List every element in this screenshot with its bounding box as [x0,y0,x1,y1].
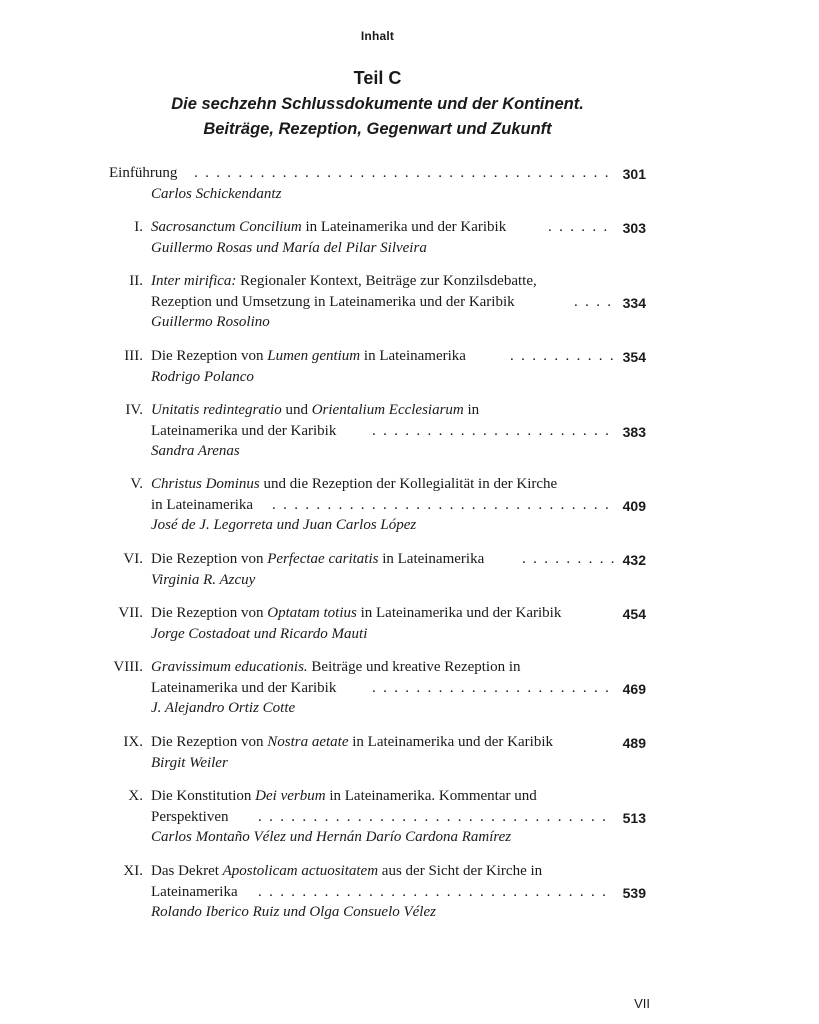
toc-entry-10[interactable] [0,786,819,848]
page-number: 409 [622,497,646,514]
entry-numeral: VII. [118,605,143,621]
entry-title-line-2: in Lateinamerika [151,496,254,513]
dot-leader [194,163,614,184]
entry-title-line-2: Perspektiven [151,808,229,825]
entry-numeral: X. [128,788,143,804]
dot-leader [372,678,614,699]
entry-author: Carlos Schickendantz [151,185,282,202]
entry-numeral: I. [134,219,143,235]
page-number: 513 [622,809,646,826]
entry-title: Die Konstitution Dei verbum in Lateinamerika. Kommentar und [151,788,537,804]
entry-numeral: XI. [123,863,143,879]
toc-entry-2[interactable] [0,271,819,333]
entry-title-line-2: Lateinamerika und der Karibik [151,422,337,439]
toc-entry-1[interactable] [0,217,819,258]
toc-entry-9[interactable] [0,732,819,773]
dot-leader [272,495,614,516]
page-number: 383 [622,423,646,440]
entry-author: Virginia R. Azcuy [151,571,256,588]
part-subtitle-line-2: Beiträge, Rezeption, Gegenwart und Zukunft [203,120,552,138]
part-title: Teil C [353,68,402,88]
entry-title: Das Dekret Apostolicam actuositatem aus der Sicht der Kirche in [151,863,543,879]
toc-entry-7[interactable] [0,603,819,644]
dot-leader [372,421,614,442]
toc-entry-3[interactable] [0,346,819,387]
page-number: 303 [622,220,646,236]
entry-title: Die Rezeption von Lumen gentium in Lateinamerika [151,348,466,364]
dot-leader [510,346,614,367]
page-number: 334 [622,294,646,311]
entry-numeral: VI. [123,551,143,567]
entry-title: Inter mirifica: Regionaler Kontext, Beiträge zur Konzilsdebatte, [151,273,537,289]
entry-title: Die Rezeption von Optatam totius in Lateinamerika und der Karibik [151,605,562,621]
entry-numeral: IV. [125,402,143,418]
entry-author: J. Alejandro Ortiz Cotte [151,700,296,716]
entry-title-line-2: Lateinamerika [151,883,238,900]
entry-title-line-2: Rezeption und Umsetzung in Lateinamerika und der Karibik [151,293,515,310]
toc-entry-4[interactable] [0,400,819,462]
page-number: 489 [622,735,646,751]
entry-author: Carlos Montaño Vélez und Hernán Darío Cardona Ramírez [151,829,512,845]
entry-numeral: VIII. [113,659,143,675]
entry-title: Christus Dominus und die Rezeption der Kollegialität in der Kirche [151,476,558,492]
entry-numeral: III. [124,348,143,364]
page-number: 539 [622,884,646,901]
entry-author: Guillermo Rosolino [151,314,270,330]
entry-title: Die Rezeption von Nostra aetate in Lateinamerika und der Karibik [151,734,553,750]
entry-author: Birgit Weiler [151,754,228,771]
toc-entry-5[interactable] [0,474,819,536]
page-number: 454 [622,606,646,622]
entry-author: Rolando Iberico Ruiz und Olga Consuelo Vélez [151,904,436,920]
dot-leader [522,549,614,570]
toc-entry-8[interactable] [0,657,819,719]
entry-title: Die Rezeption von Perfectae caritatis in Lateinamerika [151,551,485,567]
page-number: 354 [622,349,646,365]
dot-leader [258,807,614,828]
page-number: 301 [622,166,646,182]
entry-title-line-2: Lateinamerika und der Karibik [151,679,337,696]
entry-title: Gravissimum educationis. Beiträge und kreative Rezeption in [151,659,521,675]
part-subtitle-line-1: Die sechzehn Schlussdokumente und der Kontinent. [171,95,584,113]
entry-author: Guillermo Rosas und María del Pilar Silveira [151,239,427,256]
running-head: Inhalt [360,29,395,43]
page-number: 469 [622,680,646,697]
toc-entry-intro[interactable] [0,163,819,204]
toc-entry-11[interactable] [0,861,819,923]
dot-leader [574,292,614,313]
entry-numeral: IX. [123,734,143,750]
entry-numeral: V. [130,476,143,492]
entry-author: Jorge Costadoat und Ricardo Mauti [151,625,368,642]
entry-title: Sacrosanctum Concilium in Lateinamerika und der Karibik [151,219,507,235]
entry-numeral: II. [129,273,143,289]
page-number: 432 [622,552,646,568]
dot-leader [258,882,614,903]
entry-title: Unitatis redintegratio und Orientalium Ecclesiarum in [151,402,480,418]
entry-author: Sandra Arenas [151,443,240,459]
entry-author: Rodrigo Polanco [151,368,254,385]
page-folio: VII [634,996,650,1011]
toc-entry-6[interactable] [0,549,819,590]
entry-author: José de J. Legorreta und Juan Carlos López [151,517,417,533]
dot-leader [548,217,614,238]
entry-title: Einführung [109,165,178,181]
